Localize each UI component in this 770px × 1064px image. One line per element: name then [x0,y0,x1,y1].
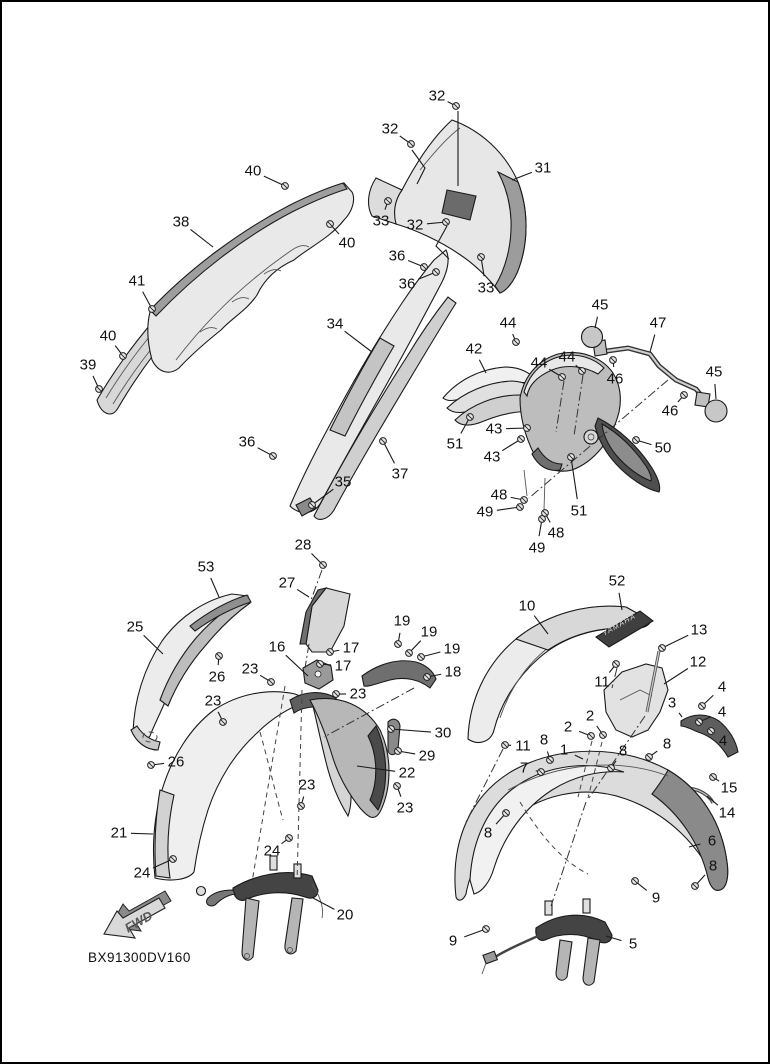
screw-icon [421,264,428,271]
callout-9 [632,878,661,907]
part-number-label: 8 [483,824,493,842]
callout-43 [484,436,525,466]
callout-40 [100,328,127,360]
callout-47 [650,315,667,353]
part-number-label: 41 [128,272,146,290]
part-number-label: 46 [661,402,679,420]
screw-icon [608,765,615,772]
part-number-label: 49 [476,503,494,521]
callout-27 [279,575,309,598]
part-number-label: 22 [398,764,416,782]
screw-icon [538,769,545,776]
part-number-label: 8 [708,857,718,875]
screw-icon [524,425,531,432]
part-number-label: 11 [515,737,531,755]
part-number-label: 47 [649,314,667,332]
part-38-side-panel [148,183,354,372]
screw-icon [395,641,402,648]
part-number-label: 49 [528,539,546,557]
part-number-label: 42 [465,340,483,358]
screw-icon [424,674,431,681]
callout-19 [406,624,438,657]
callout-13 [659,622,708,652]
part-45-reflector-right [705,400,727,422]
part-number-label: 25 [126,618,144,636]
callout-23 [394,783,414,817]
callout-25 [127,619,163,655]
part-34-molding [290,247,456,519]
part-number-label: 44 [499,314,517,332]
callout-48 [491,487,528,504]
part-number-label: 26 [167,753,185,771]
part-number-label: 32 [381,120,399,138]
part-number-label: 6 [707,832,717,850]
part-number-label: 37 [391,465,409,483]
screw-icon [600,732,607,739]
part-number-label: 38 [172,213,190,231]
screw-icon [517,504,524,511]
screw-icon [268,679,275,686]
part-number-label: 39 [79,356,97,374]
leader-line [650,335,655,352]
screw-icon [216,653,223,660]
screw-icon [380,438,387,445]
screw-icon [96,386,103,393]
callout-46 [607,357,624,388]
part-number-label: 43 [483,448,501,466]
part-number-label: 8 [618,742,628,760]
screw-icon [309,502,316,509]
screw-icon [659,645,666,652]
callout-26 [209,653,226,686]
leader-line [679,713,682,717]
screw-icon [385,198,392,205]
callout-9 [449,926,490,950]
screw-icon [632,878,639,885]
part-number-label: 17 [334,657,352,675]
callout-32 [429,88,460,110]
part-number-label: 46 [606,370,624,388]
callout-38 [173,214,213,248]
part-number-label: 53 [197,558,215,576]
part-number-label: 36 [388,247,406,265]
part-number-label: 50 [654,439,672,457]
part-number-label: 23 [241,660,259,678]
part-number-label: 40 [338,234,356,252]
part-number-label: 7 [519,759,529,777]
part-number-label: 40 [99,327,117,345]
screw-icon [406,650,413,657]
part-number-label: 26 [208,668,226,686]
part-number-label: 27 [278,574,296,592]
part-number-label: 40 [244,162,262,180]
part-number-label: 17 [342,639,360,657]
screw-icon [149,306,156,313]
screw-icon [478,254,485,261]
part-number-label: 16 [268,638,286,656]
part-number-label: 14 [718,804,736,822]
fwd-marker [104,891,171,938]
screw-icon [568,454,575,461]
screw-icon [282,183,289,190]
screw-icon [317,661,324,668]
callout-26 [148,754,185,771]
callout-8 [646,736,672,761]
leader-line [190,229,213,247]
screw-icon [443,219,450,226]
screw-icon [298,803,305,810]
part-number-label: 24 [263,842,281,860]
part-3-bracket [681,715,738,757]
part-number-label: 44 [558,348,576,366]
part-number-label: 1 [559,741,569,759]
part-number-label: 36 [238,433,256,451]
callout-41 [129,273,156,313]
screw-icon [610,357,617,364]
part-number-label: 8 [662,735,672,753]
callout-23 [242,661,275,686]
part-number-label: 48 [490,486,508,504]
part-number-label: 10 [518,597,536,615]
part-number-label: 19 [420,623,438,641]
screw-icon [320,562,327,569]
part-number-label: 15 [720,779,738,797]
part-20-fender-stay [197,856,323,960]
callout-45 [592,297,609,329]
part-number-label: 35 [334,473,352,491]
screw-icon [521,497,528,504]
screw-icon [513,339,520,346]
part-number-label: 28 [294,536,312,554]
part-number-label: 48 [547,524,565,542]
part-number-label: 34 [326,315,344,333]
screw-icon [483,926,490,933]
screw-icon [699,703,706,710]
screw-icon [120,353,127,360]
screw-icon [467,414,474,421]
fwd-label: FWD [122,907,156,936]
part-number-label: 8 [539,731,549,749]
part-number-label: 12 [689,653,707,671]
part-number-label: 5 [628,935,638,953]
callout-48 [542,510,565,542]
callout-52 [609,573,626,611]
part-number-label: 19 [443,640,461,658]
callout-36 [239,434,277,460]
callout-28 [295,537,327,569]
diagram-code: BX91300DV160 [88,950,191,965]
part-number-label: 9 [651,889,661,907]
part-number-label: 23 [396,799,414,817]
screw-icon [333,691,340,698]
callout-3 [668,695,682,718]
callout-12 [664,654,706,685]
part-number-label: 11 [594,673,610,691]
screw-icon [696,719,703,726]
screw-icon [503,810,510,817]
screw-icon [633,437,640,444]
part-22-inner-fender-left [310,698,389,817]
callout-23 [298,777,316,810]
part-5-fender-stay [482,899,612,985]
screw-icon [539,516,546,523]
callout-29 [395,748,436,765]
screw-icon [613,661,620,668]
leader-line [715,384,716,399]
part-number-label: 24 [133,864,151,882]
screw-icon [220,719,227,726]
callout-40 [245,163,289,190]
screw-icon [502,742,509,749]
part-number-label: 4 [718,732,728,750]
screw-icon [408,141,415,148]
part-number-label: 3 [667,694,677,712]
part-number-label: 4 [717,678,727,696]
screw-icon [270,453,277,460]
callout-21 [111,825,153,842]
callout-44 [500,315,520,346]
part-number-label: 23 [349,685,367,703]
callout-15 [710,774,738,797]
screw-icon [433,269,440,276]
screw-icon [327,649,334,656]
leader-line [664,669,688,684]
part-number-label: 32 [428,87,446,105]
part-number-label: 4 [717,703,727,721]
screw-icon [286,835,293,842]
part-number-label: 18 [444,663,462,681]
screw-icon [646,754,653,761]
leader-line [595,317,597,328]
part-number-label: 30 [434,724,452,742]
part-number-label: 23 [204,692,222,710]
screw-icon [579,368,586,375]
leader-line [286,655,308,676]
part-number-label: 2 [585,707,595,725]
callout-53 [198,559,219,598]
screw-icon [518,436,525,443]
screw-icon [327,221,334,228]
callout-34 [327,316,372,353]
screw-icon [710,774,717,781]
callout-19 [418,641,461,661]
part-number-label: 9 [448,932,458,950]
part-number-label: 36 [398,275,416,293]
part-number-label: 51 [446,435,464,453]
part-42-rear-fender [443,353,660,510]
part-number-label: 44 [530,354,548,372]
part-number-label: 45 [705,363,723,381]
callout-37 [380,438,409,483]
screw-icon [681,392,688,399]
callout-24 [264,835,293,860]
screw-icon [395,748,402,755]
callout-20 [313,898,353,924]
part-6-front-fender-right [455,751,728,900]
part-number-label: 13 [690,621,708,639]
callout-11 [502,738,531,755]
screw-icon [588,733,595,740]
part-number-label: 45 [591,296,609,314]
part-number-label: 43 [485,420,503,438]
part-number-label: 32 [406,216,424,234]
screw-icon [388,726,395,733]
leader-line [707,796,718,805]
leader-line [662,635,688,648]
screw-icon [692,883,699,890]
part-45-reflector-left [582,327,603,348]
logo-text: YAMAHA [600,611,638,638]
part-number-label: 20 [336,906,354,924]
screw-icon [559,374,566,381]
callout-42 [466,341,486,374]
screw-icon [418,654,425,661]
callout-49 [477,504,524,521]
screw-icon [170,856,177,863]
leader-line [345,331,372,352]
callout-19 [394,613,411,648]
part-number-label: 52 [608,572,626,590]
callout-39 [80,357,103,393]
callout-31 [512,160,551,181]
part-number-label: 23 [298,776,316,794]
part-number-label: 33 [372,212,390,230]
callout-36 [389,248,428,271]
part-number-label: 33 [477,279,495,297]
part-number-label: 51 [570,502,588,520]
callout-46 [662,392,688,420]
leader-line [297,589,309,597]
part-number-label: 2 [563,718,573,736]
callout-40 [327,221,356,252]
part-number-label: 19 [393,612,411,630]
screw-icon [394,783,401,790]
screw-icon [547,757,554,764]
screw-icon [708,728,715,735]
leader-line [313,898,334,909]
callout-49 [529,516,546,557]
part-number-label: 21 [110,824,128,842]
screw-icon [148,762,155,769]
part-number-label: 29 [418,747,436,765]
leader-line [211,578,219,597]
leader-line [131,833,153,834]
screw-icon [453,103,460,110]
part-number-label: 31 [534,159,552,177]
callout-32 [382,121,415,148]
